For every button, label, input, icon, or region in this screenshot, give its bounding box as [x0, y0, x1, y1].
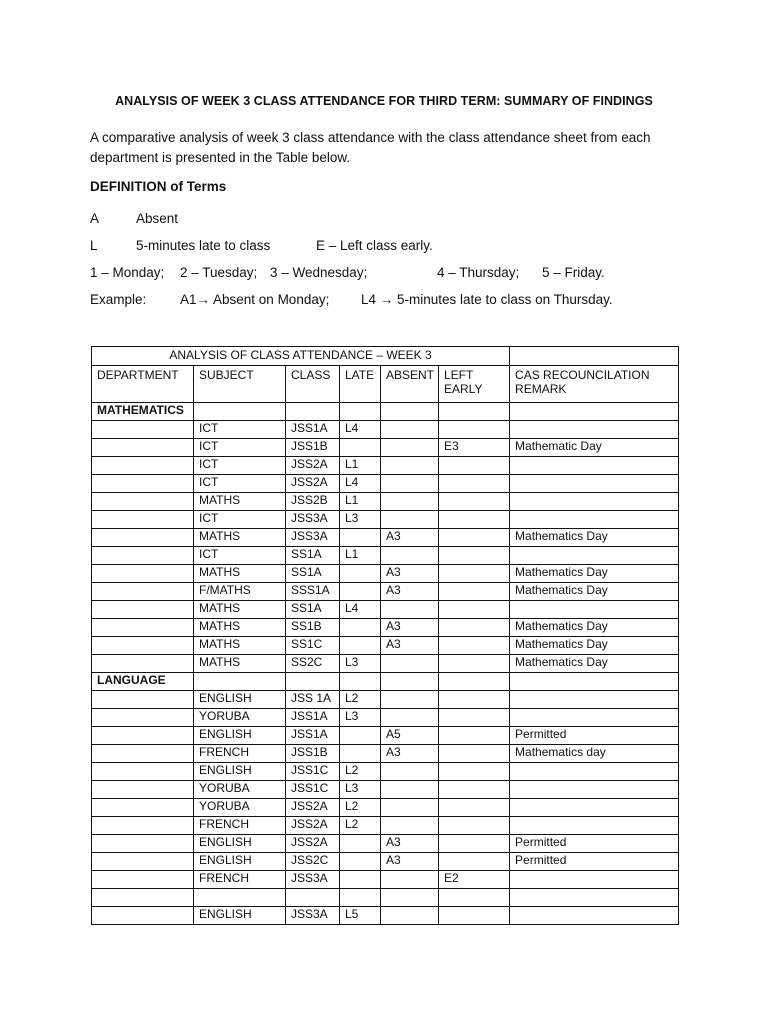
class-cell: JSS3A [286, 529, 340, 547]
late-cell: L3 [340, 781, 381, 799]
late-cell [340, 889, 381, 907]
header-class: CLASS [286, 366, 340, 403]
subject-cell: FRENCH [194, 871, 286, 889]
left-early-text: E – Left class early. [316, 238, 433, 253]
class-cell [286, 673, 340, 691]
subject-cell [194, 673, 286, 691]
department-cell [92, 727, 194, 745]
table-row [92, 799, 679, 817]
class-cell: JSS1C [286, 781, 340, 799]
class-cell: JSS2B [286, 493, 340, 511]
remark-cell [510, 871, 679, 889]
table-row [92, 529, 679, 547]
remark-cell [510, 457, 679, 475]
table-row [92, 421, 679, 439]
remark-cell: Mathematics Day [510, 619, 679, 637]
subject-cell: MATHS [194, 493, 286, 511]
left-early-cell [439, 673, 510, 691]
department-cell [92, 853, 194, 871]
class-cell [286, 889, 340, 907]
late-cell [340, 637, 381, 655]
absent-cell: A3 [381, 835, 439, 853]
left-early-cell [439, 421, 510, 439]
table-caption-row [92, 347, 679, 366]
class-cell: JSS1C [286, 763, 340, 781]
subject-cell: ICT [194, 547, 286, 565]
table-row [92, 691, 679, 709]
left-early-cell [439, 547, 510, 565]
absent-cell [381, 691, 439, 709]
table-row [92, 763, 679, 781]
department-cell [92, 601, 194, 619]
department-cell [92, 691, 194, 709]
late-cell: L2 [340, 799, 381, 817]
table-row [92, 835, 679, 853]
remark-cell [510, 511, 679, 529]
remark-cell: Permitted [510, 727, 679, 745]
remark-cell: Mathematics day [510, 745, 679, 763]
remark-cell [510, 475, 679, 493]
class-cell: JSS2A [286, 799, 340, 817]
table-caption: ANALYSIS OF CLASS ATTENDANCE – WEEK 3 [92, 347, 510, 366]
subject-cell: ICT [194, 511, 286, 529]
header-left-early-line2: EARLY [444, 382, 483, 396]
class-cell: JSS2A [286, 475, 340, 493]
absent-cell [381, 403, 439, 421]
absent-cell [381, 457, 439, 475]
subject-cell: ENGLISH [194, 907, 286, 925]
left-early-cell [439, 475, 510, 493]
table-row [92, 637, 679, 655]
left-early-cell [439, 655, 510, 673]
department-cell [92, 421, 194, 439]
late-cell [340, 673, 381, 691]
subject-cell [194, 889, 286, 907]
class-cell: JSS3A [286, 871, 340, 889]
class-cell: SSS1A [286, 583, 340, 601]
department-cell [92, 619, 194, 637]
remark-cell [510, 601, 679, 619]
absent-cell [381, 673, 439, 691]
table-row [92, 619, 679, 637]
remark-cell: Permitted [510, 853, 679, 871]
table-row [92, 547, 679, 565]
left-early-cell [439, 709, 510, 727]
department-cell [92, 889, 194, 907]
absent-cell [381, 763, 439, 781]
absent-cell: A3 [381, 583, 439, 601]
absent-cell: A3 [381, 853, 439, 871]
subject-cell: ENGLISH [194, 691, 286, 709]
late-cell [340, 403, 381, 421]
absent-cell [381, 871, 439, 889]
class-cell: JSS1A [286, 709, 340, 727]
department-cell [92, 907, 194, 925]
table-row [92, 511, 679, 529]
department-cell [92, 871, 194, 889]
department-cell [92, 475, 194, 493]
class-cell: SS1A [286, 565, 340, 583]
day-tuesday: 2 – Tuesday; [180, 265, 258, 280]
left-early-cell [439, 601, 510, 619]
department-cell [92, 457, 194, 475]
absent-cell [381, 439, 439, 457]
table-row [92, 601, 679, 619]
late-cell: L4 [340, 475, 381, 493]
late-cell [340, 871, 381, 889]
late-cell [340, 619, 381, 637]
department-row [92, 673, 679, 691]
late-cell: L4 [340, 421, 381, 439]
subject-cell: MATHS [194, 619, 286, 637]
absent-cell [381, 493, 439, 511]
department-cell [92, 637, 194, 655]
class-cell: SS1A [286, 547, 340, 565]
table-row [92, 781, 679, 799]
table-caption-blank [510, 347, 679, 366]
table-row [92, 871, 679, 889]
table-row [92, 889, 679, 907]
day-friday: 5 – Friday. [542, 265, 605, 280]
header-remark [510, 366, 679, 403]
absent-cell [381, 475, 439, 493]
late-text: 5-minutes late to class [136, 238, 271, 253]
left-early-cell [439, 781, 510, 799]
subject-cell: FRENCH [194, 817, 286, 835]
absent-cell [381, 817, 439, 835]
absent-cell: A3 [381, 745, 439, 763]
absent-cell [381, 655, 439, 673]
department-cell [92, 781, 194, 799]
absent-code: A [90, 211, 100, 226]
subject-cell [194, 403, 286, 421]
table-row [92, 907, 679, 925]
late-cell: L1 [340, 547, 381, 565]
remark-cell [510, 421, 679, 439]
absent-cell [381, 907, 439, 925]
class-cell: SS2C [286, 655, 340, 673]
subject-cell: ENGLISH [194, 727, 286, 745]
table-row [92, 493, 679, 511]
left-early-cell [439, 637, 510, 655]
remark-cell: Permitted [510, 835, 679, 853]
department-cell [92, 799, 194, 817]
remark-cell [510, 817, 679, 835]
department-cell [92, 583, 194, 601]
subject-cell: F/MATHS [194, 583, 286, 601]
late-cell: L3 [340, 511, 381, 529]
late-cell: L2 [340, 691, 381, 709]
left-early-cell [439, 565, 510, 583]
left-early-cell [439, 529, 510, 547]
department-cell [92, 529, 194, 547]
day-monday: 1 – Monday; [90, 265, 165, 280]
header-subject: SUBJECT [194, 366, 286, 403]
subject-cell: ENGLISH [194, 853, 286, 871]
left-early-cell: E3 [439, 439, 510, 457]
remark-cell [510, 691, 679, 709]
subject-cell: ENGLISH [194, 835, 286, 853]
header-left-early [439, 366, 510, 403]
absent-cell [381, 889, 439, 907]
remark-cell: Mathematics Day [510, 637, 679, 655]
table-row [92, 565, 679, 583]
late-cell [340, 835, 381, 853]
subject-cell: MATHS [194, 529, 286, 547]
left-early-cell [439, 493, 510, 511]
absent-cell [381, 511, 439, 529]
subject-cell: MATHS [194, 565, 286, 583]
absent-cell: A3 [381, 529, 439, 547]
table-row [92, 439, 679, 457]
department-cell [92, 763, 194, 781]
example-late: L4 → 5-minutes late to class on Thursday. [361, 292, 613, 307]
subject-cell: FRENCH [194, 745, 286, 763]
remark-cell [510, 403, 679, 421]
department-cell [92, 817, 194, 835]
remark-cell [510, 673, 679, 691]
department-cell [92, 439, 194, 457]
class-cell: JSS2A [286, 817, 340, 835]
remark-cell [510, 781, 679, 799]
late-cell: L2 [340, 763, 381, 781]
attendance-table [91, 346, 679, 925]
late-cell: L4 [340, 601, 381, 619]
late-cell [340, 727, 381, 745]
late-cell: L1 [340, 457, 381, 475]
department-cell [92, 655, 194, 673]
left-early-cell [439, 835, 510, 853]
day-wednesday: 3 – Wednesday; [270, 265, 368, 280]
absent-cell: A3 [381, 619, 439, 637]
subject-cell: ICT [194, 439, 286, 457]
subject-cell: YORUBA [194, 799, 286, 817]
late-cell [340, 853, 381, 871]
late-cell: L2 [340, 817, 381, 835]
class-cell: JSS 1A [286, 691, 340, 709]
left-early-cell [439, 799, 510, 817]
left-early-cell: E2 [439, 871, 510, 889]
absent-cell: A3 [381, 637, 439, 655]
header-department: DEPARTMENT [92, 366, 194, 403]
remark-cell [510, 709, 679, 727]
definition-heading: DEFINITION of Terms [90, 179, 227, 194]
left-early-cell [439, 907, 510, 925]
subject-cell: MATHS [194, 655, 286, 673]
header-absent: ABSENT [381, 366, 439, 403]
absent-text: Absent [136, 211, 179, 226]
subject-cell: ICT [194, 421, 286, 439]
left-early-cell [439, 619, 510, 637]
table-row [92, 853, 679, 871]
late-cell [340, 439, 381, 457]
department-cell: MATHEMATICS [92, 403, 194, 421]
subject-cell: YORUBA [194, 709, 286, 727]
remark-cell: Mathematics Day [510, 529, 679, 547]
left-early-cell [439, 691, 510, 709]
class-cell: JSS3A [286, 907, 340, 925]
department-cell [92, 745, 194, 763]
late-cell [340, 583, 381, 601]
remark-cell [510, 493, 679, 511]
absent-cell [381, 547, 439, 565]
left-early-cell [439, 853, 510, 871]
late-cell [340, 529, 381, 547]
late-cell: L3 [340, 655, 381, 673]
intro-paragraph: A comparative analysis of week 3 class attendance with the class attendance sheet from each department is presented in the Table below. [90, 130, 651, 165]
class-cell: JSS1B [286, 745, 340, 763]
class-cell: SS1C [286, 637, 340, 655]
late-cell: L3 [340, 709, 381, 727]
late-code: L [90, 238, 98, 253]
header-remark-line2: REMARK [515, 382, 567, 396]
department-cell [92, 709, 194, 727]
late-cell [340, 745, 381, 763]
department-cell [92, 493, 194, 511]
class-cell [286, 403, 340, 421]
remark-cell: Mathematics Day [510, 655, 679, 673]
class-cell: JSS1B [286, 439, 340, 457]
department-cell: LANGUAGE [92, 673, 194, 691]
late-cell: L1 [340, 493, 381, 511]
remark-cell [510, 547, 679, 565]
absent-cell [381, 799, 439, 817]
absent-cell: A5 [381, 727, 439, 745]
table-row [92, 745, 679, 763]
table-row [92, 727, 679, 745]
table-row [92, 583, 679, 601]
remark-cell: Mathematics Day [510, 565, 679, 583]
department-row [92, 403, 679, 421]
absent-cell: A3 [381, 565, 439, 583]
remark-cell [510, 889, 679, 907]
header-left-early-line1: LEFT [444, 368, 474, 382]
header-late: LATE [340, 366, 381, 403]
left-early-cell [439, 583, 510, 601]
subject-cell: MATHS [194, 601, 286, 619]
subject-cell: ICT [194, 475, 286, 493]
absent-cell [381, 601, 439, 619]
table-row [92, 709, 679, 727]
department-cell [92, 835, 194, 853]
table-row [92, 475, 679, 493]
table-header-row [92, 366, 679, 403]
class-cell: SS1A [286, 601, 340, 619]
day-thursday: 4 – Thursday; [437, 265, 520, 280]
absent-cell [381, 709, 439, 727]
late-cell: L5 [340, 907, 381, 925]
table-row [92, 817, 679, 835]
absent-cell [381, 421, 439, 439]
table-row [92, 457, 679, 475]
department-cell [92, 565, 194, 583]
class-cell: SS1B [286, 619, 340, 637]
class-cell: JSS2C [286, 853, 340, 871]
subject-cell: YORUBA [194, 781, 286, 799]
department-cell [92, 511, 194, 529]
remark-cell [510, 799, 679, 817]
subject-cell: MATHS [194, 637, 286, 655]
example-absent: A1→ Absent on Monday; [180, 292, 330, 307]
absent-cell [381, 781, 439, 799]
table-row [92, 655, 679, 673]
remark-cell: Mathematic Day [510, 439, 679, 457]
left-early-cell [439, 745, 510, 763]
example-label: Example: [90, 292, 147, 307]
left-early-cell [439, 511, 510, 529]
class-cell: JSS2A [286, 457, 340, 475]
left-early-cell [439, 457, 510, 475]
document-title: ANALYSIS OF WEEK 3 CLASS ATTENDANCE FOR THIRD TERM: SUMMARY OF FINDINGS [115, 94, 653, 108]
remark-cell: Mathematics Day [510, 583, 679, 601]
header-remark-line1: CAS RECOUNCILATION [515, 368, 650, 382]
left-early-cell [439, 763, 510, 781]
left-early-cell [439, 403, 510, 421]
class-cell: JSS1A [286, 727, 340, 745]
subject-cell: ICT [194, 457, 286, 475]
left-early-cell [439, 727, 510, 745]
remark-cell [510, 763, 679, 781]
class-cell: JSS3A [286, 511, 340, 529]
left-early-cell [439, 817, 510, 835]
class-cell: JSS1A [286, 421, 340, 439]
class-cell: JSS2A [286, 835, 340, 853]
department-cell [92, 547, 194, 565]
late-cell [340, 565, 381, 583]
subject-cell: ENGLISH [194, 763, 286, 781]
remark-cell [510, 907, 679, 925]
left-early-cell [439, 889, 510, 907]
